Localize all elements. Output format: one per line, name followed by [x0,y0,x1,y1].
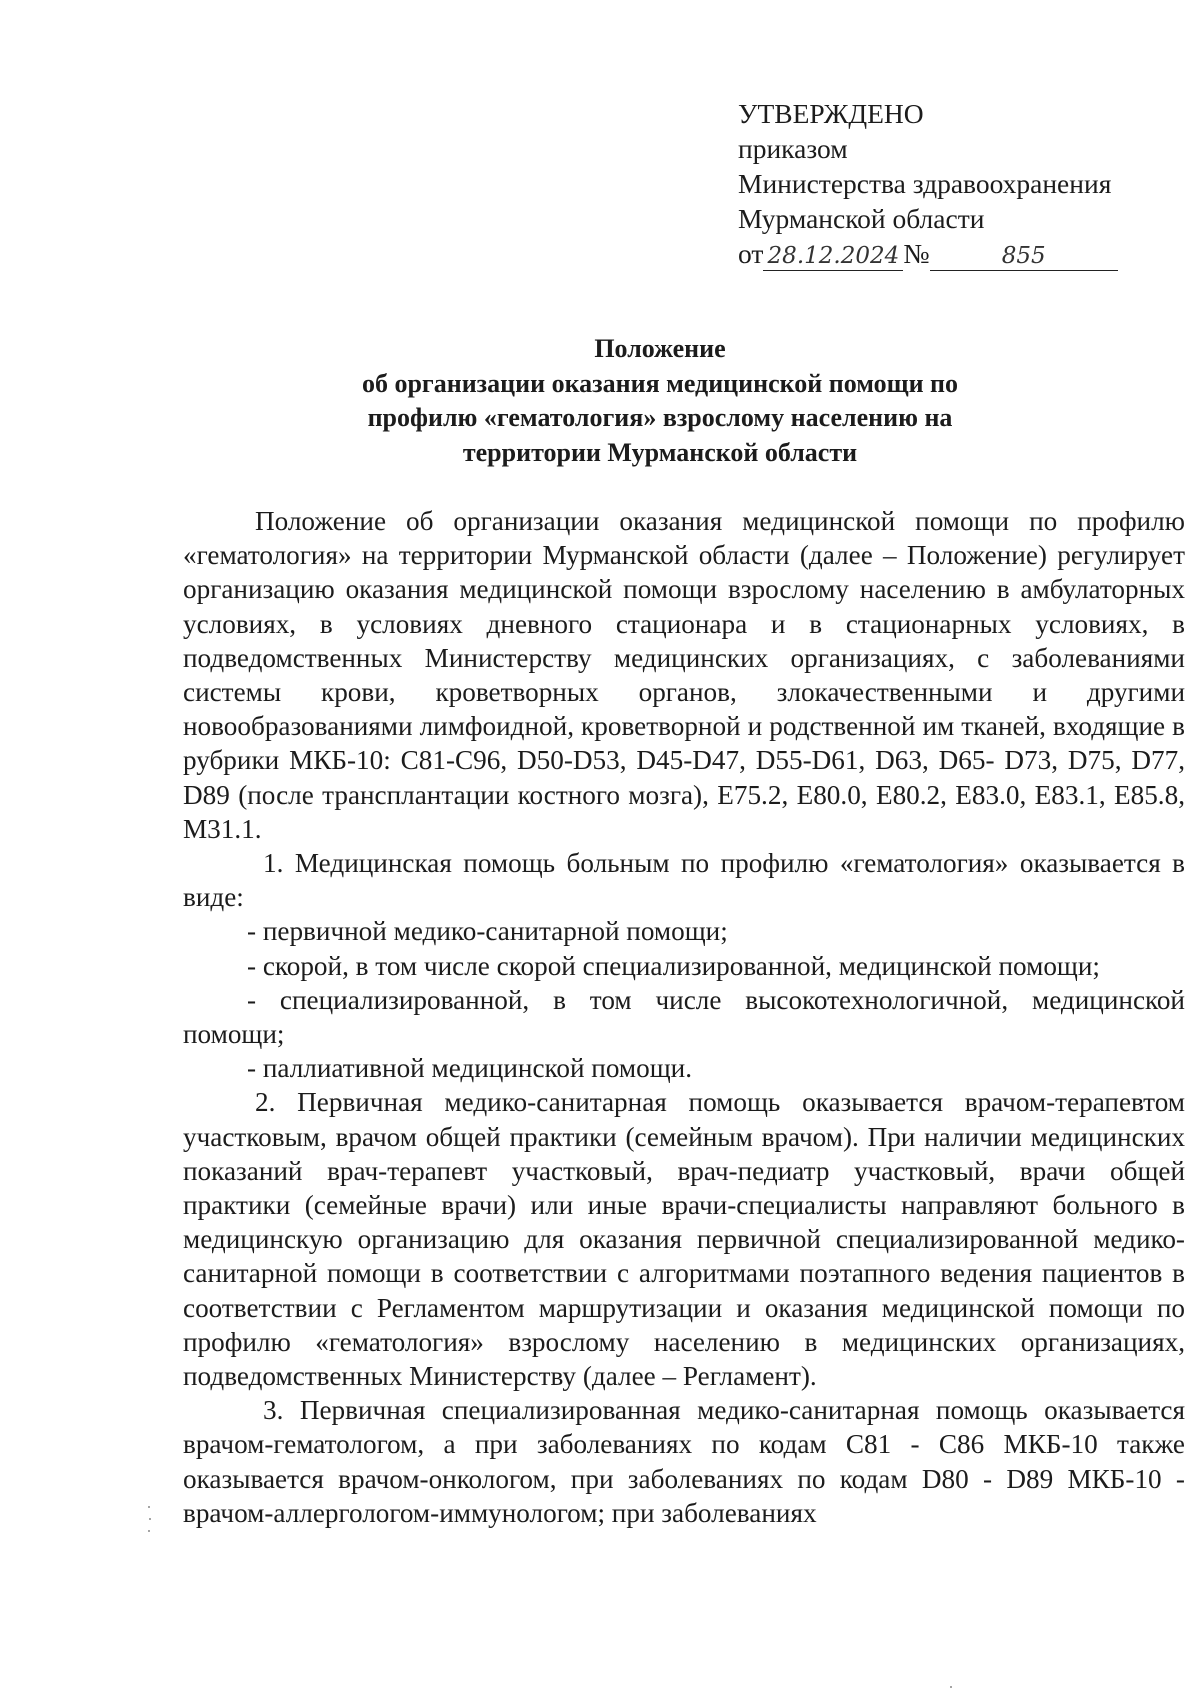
title-line-2: об организации оказания медицинской помощи по [361,368,959,398]
paragraph-1: 1. Медицинская помощь больным по профилю «гематология» оказывается в виде: [183,848,1185,913]
list-item-specialized-care: - специализированной, в том числе высокотехнологичной, медицинской помощи; [183,984,1185,1050]
scan-speck [950,1686,952,1688]
document-title [230,332,1090,470]
list-item-palliative-care: - паллиативной медицинской помощи. [247,1053,692,1084]
document-body [183,504,1185,1530]
paragraph-3: 3. Первичная специализированная медико-санитарная помощь оказывается врачом-гематологом, а при заболеваниях по кодам C81 - C86 МКБ-10 также оказывается врачом-онкологом, при заболеваниях по кодам D80 - D89 МКБ-10 - врачом-аллергологом-иммунологом; при заболеваниях [183,1395,1185,1528]
scan-speck [148,1506,150,1508]
paragraph-2: 2. Первичная медико-санитарная помощь оказывается врачом-терапевтом участковым, врачом общей практики (семейным врачом). При наличии медицинских показаний врач-терапевт участковый, врач-педиатр участковый, врачи общей практики (семейные врачи) или иные врачи-специалисты направляют больного в медицинскую организацию для оказания первичной специализированной медико-санитарной помощи в соответствии с алгоритмами поэтапного ведения пациентов в соответствии с Регламентом маршрутизации и оказания медицинской помощи по профилю «гематология» взрослому населению в медицинских организациях, подведомственных Министерству (далее – Регламент). [183,1087,1185,1392]
scan-speck [148,1530,150,1532]
intro-paragraph: Положение об организации оказания медицинской помощи по профилю «гематология» на территории Мурманской области (далее – Положение) регулирует организацию оказания медицинской помощи взрослому населению в амбулаторных условиях, в условиях дневного стационара и в стационарных условиях, в подведомственных Министерству медицинских организациях, с заболеваниями системы крови, кроветворных органов, злокачественными и другими новообразованиями лимфоидной, кроветворной и родственной им тканей, входящие в рубрики МКБ-10: C81-C96, D50-D53, D45-D47, D55-D61, D63, D65- D73, D75, D77, D89 (после трансплантации костного мозга), E75.2, E80.0, E80.2, E83.0, E83.1, E85.8, M31.1. [183,506,1185,844]
title-line-4: территории Мурманской области [462,437,858,467]
approval-date-number-line [738,236,1118,271]
handwritten-number: 855 [930,242,1118,271]
approval-from-label: от [738,238,764,269]
approval-heading: УТВЕРЖДЕНО [738,98,924,129]
approval-number-label: № [903,238,930,269]
approval-ministry: Министерства здравоохранения [738,168,1112,199]
handwritten-date: 28.12.2024 [763,242,903,271]
list-item-emergency-care: - скорой, в том числе скорой специализированной, медицинской помощи; [247,950,1100,981]
approval-order-label: приказом [738,133,848,164]
approval-region: Мурманской области [738,203,985,234]
title-line-3: профилю «гематология» взрослому населению на [367,403,953,432]
approval-block [738,96,1118,271]
scan-speck [149,1518,151,1520]
list-item-primary-care: - первичной медико-санитарной помощи; [247,916,728,947]
title-line-1: Положение [594,334,726,363]
